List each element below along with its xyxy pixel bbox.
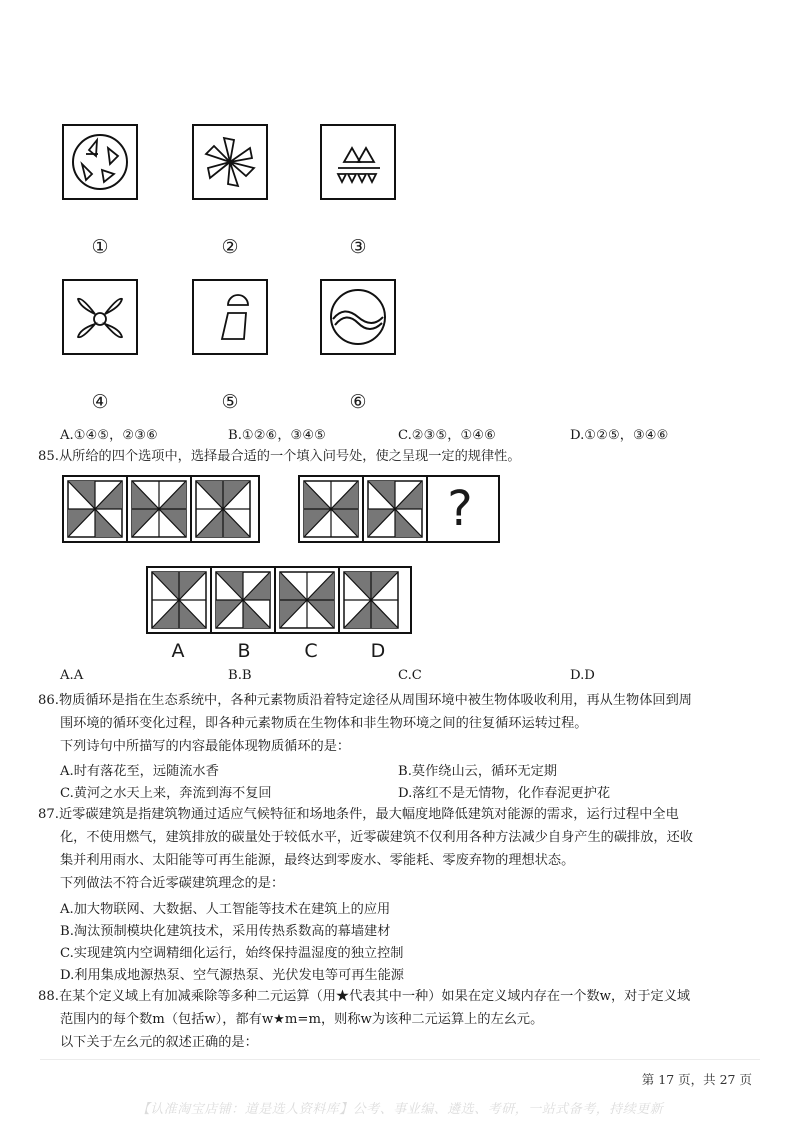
q84-option-c[interactable]: C.②③⑤，①④⑥ [398,428,496,443]
q85-choice-b-tile[interactable] [212,568,276,632]
q85-tile [64,477,128,541]
q85-choices [146,566,412,634]
q86-option-b[interactable]: B.莫作绕山云，循环无定期 [398,764,557,779]
figure-5-label: ⑤ [221,391,239,413]
q87-stem-line-3: 集并利用雨水、太阳能等可再生能源，最终达到零废水、零能耗、零废弃物的理想状态。 [60,853,575,868]
q85-question-mark: ? [447,481,473,537]
pinwheel-icon [194,126,266,198]
q87-option-c[interactable]: C.实现建筑内空调精细化运行，始终保持温湿度的独立控制 [60,946,404,961]
q85-choice-d-letter: D [370,640,386,662]
footer-divider [40,1059,760,1060]
q85-option-c[interactable]: C.C [398,668,422,683]
figure-2-label: ② [221,236,239,258]
q85-choice-a-letter: A [171,640,185,662]
q87-option-b[interactable]: B.淘汰预制模块化建筑技术，采用传热系数高的幕墙建材 [60,924,391,939]
q86-stem-line-2: 围环境的循环变化过程，即各种元素物质在生物体和非生物环境之间的往复循环运转过程。 [60,716,588,731]
figure-5 [192,279,268,355]
q85-sequence-1 [62,475,260,543]
q85-choice-d-tile[interactable] [340,568,404,632]
q86-option-c[interactable]: C.黄河之水天上来，奔流到海不复回 [60,786,272,801]
figure-1-label: ① [91,236,109,258]
petals-icon [64,281,136,353]
q85-choice-c-tile[interactable] [276,568,340,632]
q85-choice-a-tile[interactable] [148,568,212,632]
triangles-rows-icon [322,126,394,198]
figure-1 [62,124,138,200]
q85-tile [300,477,364,541]
q88-stem-line-3: 以下关于左幺元的叙述正确的是： [60,1035,258,1050]
q85-tile [364,477,428,541]
q84-option-b[interactable]: B.①②⑥，③④⑤ [228,428,327,443]
q84-option-d[interactable]: D.①②⑤，③④⑥ [570,428,669,443]
figure-6-label: ⑥ [349,391,367,413]
watermark-text: 【认准淘宝店铺：道是选人资料库】公考、事业编、遴选、考研，一站式备考，持续更新 [136,1102,664,1117]
q85-tile [192,477,256,541]
page-number: 第 17 页，共 27 页 [641,1072,752,1087]
q88-stem-line-2: 范围内的每个数m（包括w），都有w★m=m，则称w为该种二元运算上的左幺元。 [60,1012,544,1027]
circle-triangles-icon [64,126,136,198]
q85-stem: 85.从所给的四个选项中，选择最合适的一个填入问号处，使之呈现一定的规律性。 [38,449,521,464]
figure-4-label: ④ [91,391,109,413]
figure-3 [320,124,396,200]
yin-yang-wave-icon [322,281,394,353]
q85-option-b[interactable]: B.B [228,668,252,683]
figure-2 [192,124,268,200]
q86-option-d[interactable]: D.落红不是无情物，化作春泥更护花 [398,786,611,801]
q86-stem-line-1: 86.物质循环是指在生态系统中，各种元素物质沿着特定途径从周围环境中被生物体吸收利用，再从生物体回到周 [38,693,692,708]
q85-choice-b-letter: B [237,640,251,662]
q85-tile [128,477,192,541]
q88-stem-line-1: 88.在某个定义域上有加减乘除等多种二元运算（用★代表其中一种）如果在定义域内存在一个数w，对于定义域 [38,989,691,1004]
figure-3-label: ③ [349,236,367,258]
semicircle-trapezoid-icon [194,281,266,353]
q86-option-a[interactable]: A.时有落花至，远随流水香 [60,764,219,779]
q87-stem-line-2: 化，不使用燃气，建筑排放的碳量处于较低水平，近零碳建筑不仅利用各种方法减少自身产生的碳排放，还收 [60,830,693,845]
q87-option-d[interactable]: D.利用集成地源热泵、空气源热泵、光伏发电等可再生能源 [60,968,404,983]
figure-6 [320,279,396,355]
q85-sequence-2 [298,475,500,543]
q85-choice-c-letter: C [304,640,318,662]
q87-stem-line-4: 下列做法不符合近零碳建筑理念的是： [60,876,285,891]
q87-option-a[interactable]: A.加大物联网、大数据、人工智能等技术在建筑上的应用 [60,902,391,917]
figure-4 [62,279,138,355]
q85-option-a[interactable]: A.A [60,668,84,683]
q84-option-a[interactable]: A.①④⑤，②③⑥ [60,428,158,443]
q87-stem-line-1: 87.近零碳建筑是指建筑物通过适应气候特征和场地条件，最大幅度地降低建筑对能源的需求，运行过程中全电 [38,807,679,822]
q85-option-d[interactable]: D.D [570,668,595,683]
q86-stem-line-3: 下列诗句中所描写的内容最能体现物质循环的是： [60,739,351,754]
